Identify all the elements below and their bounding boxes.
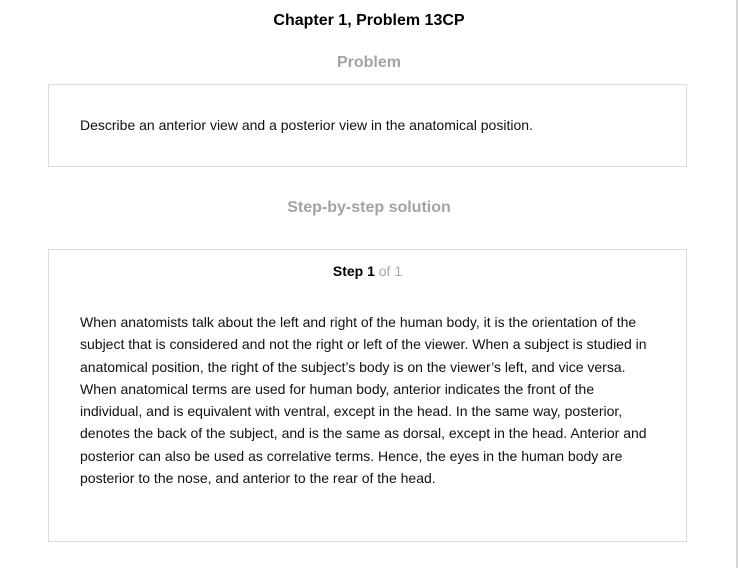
step-text-line: When anatomists talk about the left and right of the human body, it is the orientation of the [80,314,637,330]
problem-text: Describe an anterior view and a posterior view in the anatomical position. [80,117,533,133]
solution-card [48,249,687,542]
step-text-line: subject that is considered and not the right or left of the viewer. When a subject is studied in [80,336,647,353]
step-header [49,263,686,279]
step-text-line: posterior can also be used as correlative terms. Hence, the eyes in the human body are [80,447,623,464]
solution-heading: Step-by-step solution [287,199,451,216]
step-text [80,311,665,489]
problem-heading: Problem [336,54,401,71]
problem-card [48,84,687,167]
step-text-line: individual, and is equivalent with ventral, except in the head. In the same way, posterior, [80,403,623,420]
step-text-line: anatomical position, the right of the subject’s body is on the viewer’s left, and vice versa. [80,358,626,375]
step-label: Step 1 [332,263,375,279]
step-text-line: denotes the back of the subject, and is the same as dorsal, except in the head. Anterior and [80,425,647,442]
step-text-line: posterior to the nose, and anterior to the rear of the head. [80,470,436,487]
step-count: of 1 [378,263,403,279]
step-text-line: When anatomical terms are used for human body, anterior indicates the front of the [80,380,595,397]
chapter-title: Chapter 1, Problem 13CP [273,12,465,29]
